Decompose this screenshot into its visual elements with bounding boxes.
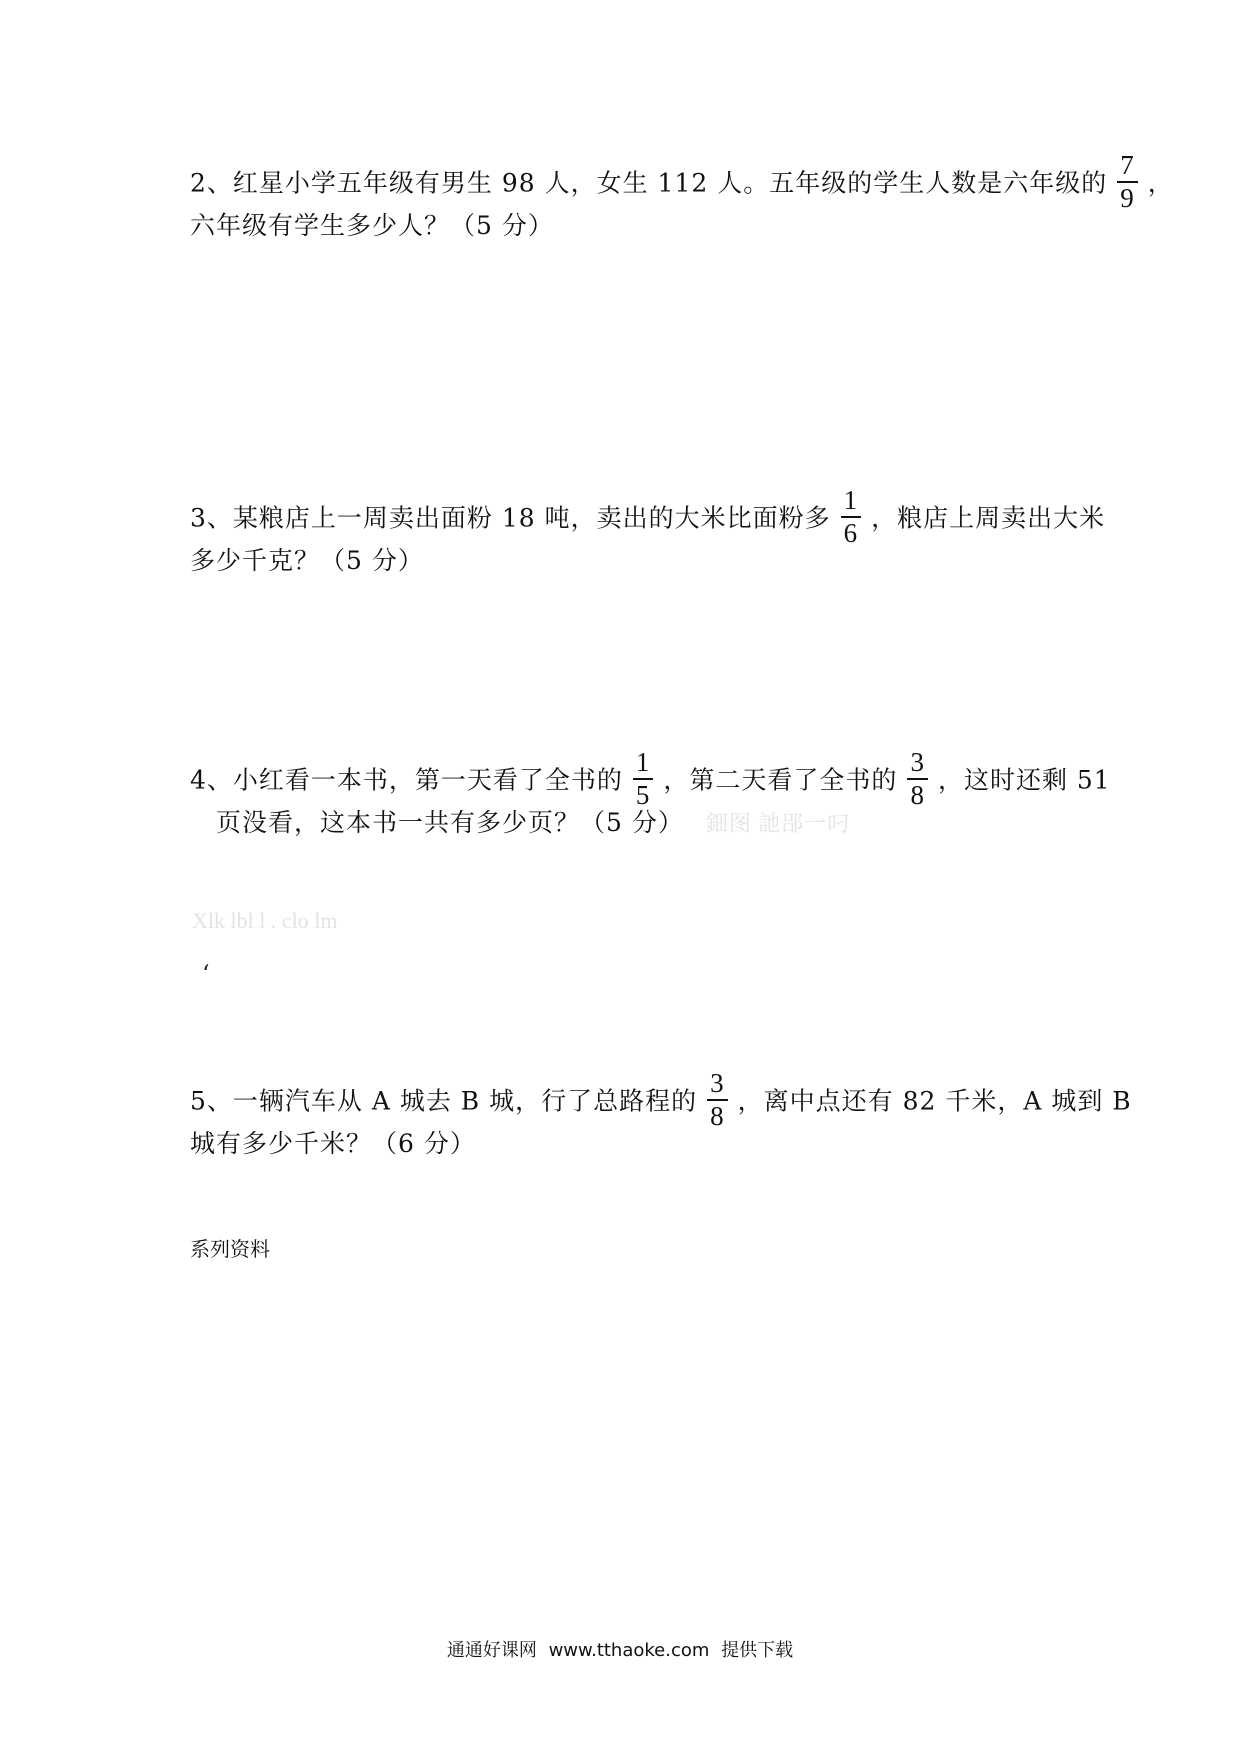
question-5-line-1 — [190, 1068, 1132, 1131]
question-4-text-c: ，这时还剩 51 — [937, 765, 1111, 795]
footer-source: 通通好课网 www.tthaoke.com 提供下载 — [446, 1640, 794, 1661]
fraction-3-8 — [707, 1070, 728, 1130]
question-5-text-a: 5、一辆汽车从 A 城去 B 城，行了总路程的 — [190, 1086, 698, 1116]
question-2-text-b: ， — [1147, 168, 1174, 198]
question-3-line-1 — [190, 485, 1106, 548]
fraction-7-9 — [1117, 152, 1138, 212]
question-2 — [190, 150, 1174, 249]
fraction-numerator: 1 — [633, 749, 654, 780]
question-4-text-a: 4、小红看一本书，第一天看了全书的 — [190, 765, 623, 795]
question-3-line-2: 多少千克？（5 分） — [190, 546, 424, 575]
question-5-text-b: ，离中点还有 82 千米，A 城到 B — [737, 1086, 1132, 1116]
faint-bleedthrough-text: 鈿图 訑郘一叼 — [705, 811, 851, 836]
question-2-line-1 — [190, 150, 1174, 213]
question-3 — [190, 485, 1106, 584]
faint-bleedthrough-text-block: Xlk lbl l . clo lm — [192, 908, 338, 933]
question-4-line-2 — [190, 799, 1070, 846]
fraction-denominator: 6 — [843, 518, 859, 548]
fraction-denominator: 8 — [910, 780, 925, 810]
fraction-numerator: 1 — [841, 487, 862, 518]
question-4 — [190, 747, 1111, 846]
question-2-line-2: 六年级有学生多少人？（5 分） — [190, 211, 554, 240]
fraction-denominator: 5 — [635, 780, 651, 810]
fraction-numerator: 3 — [707, 1070, 728, 1101]
fraction-denominator: 9 — [1120, 183, 1135, 213]
fraction-numerator: 3 — [907, 749, 928, 780]
question-3-text-b: ，粮店上周卖出大米 — [871, 503, 1106, 533]
fraction-numerator: 7 — [1117, 152, 1138, 183]
fraction-3-8 — [907, 749, 928, 809]
fraction-1-5 — [633, 749, 654, 809]
fraction-denominator: 8 — [710, 1101, 725, 1131]
question-5 — [190, 1068, 1132, 1167]
question-4-text-line-2: 页没看，这本书一共有多少页？（5 分） — [216, 808, 684, 837]
question-4-text-b: ，第二天看了全书的 — [663, 765, 898, 795]
question-3-text-a: 3、某粮店上一周卖出面粉 18 吨，卖出的大米比面粉多 — [190, 503, 831, 533]
stray-mark: ‘ — [202, 960, 210, 988]
question-5-line-2: 城有多少千米？（6 分） — [190, 1129, 476, 1158]
series-materials-label: 系列资料 — [190, 1237, 270, 1261]
question-2-text-a: 2、红星小学五年级有男生 98 人，女生 112 人。五年级的学生人数是六年级的 — [190, 168, 1108, 198]
fraction-1-6 — [841, 487, 862, 547]
question-4-line-1 — [190, 747, 1111, 810]
